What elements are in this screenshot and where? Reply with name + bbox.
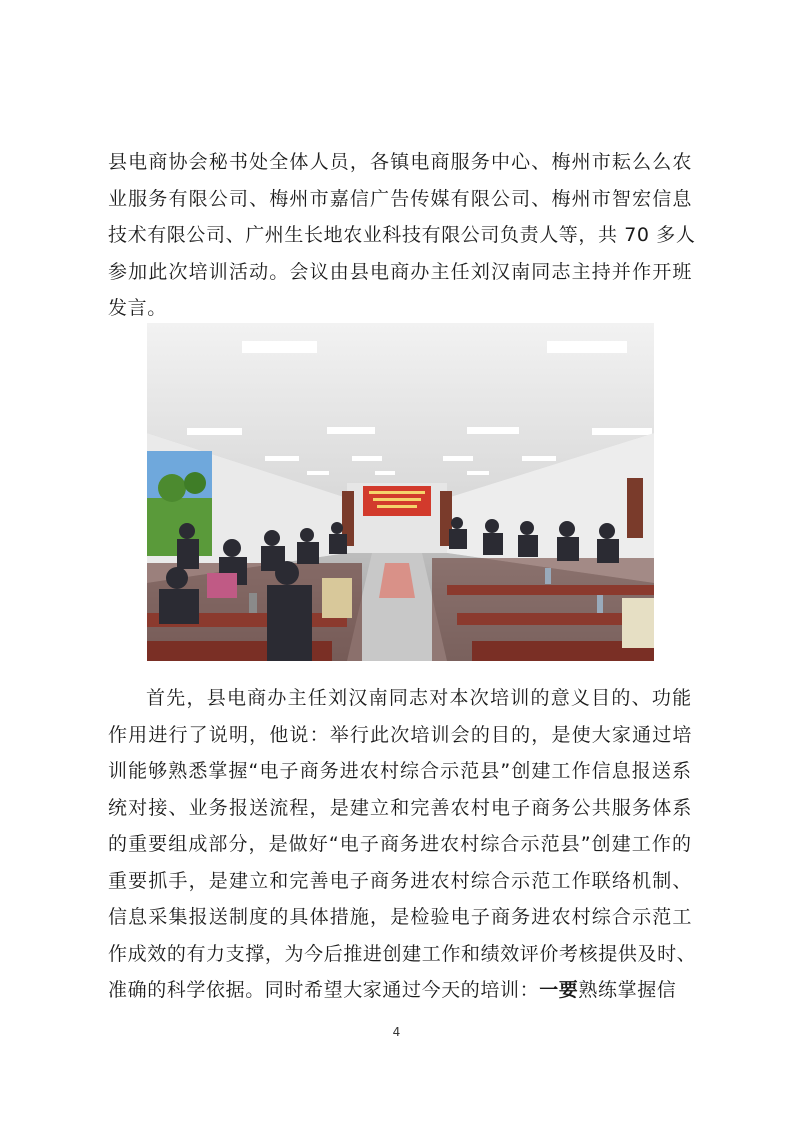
paragraph2-line-3: 训 能 够 熟 悉 掌 握 “ 电 子 商 务 进 农 村 综 合 示 范 县 ” 创 建 工 作 信 息 报 送 系 — [108, 760, 692, 782]
paragraph1-line-4: 参 加 此 次 培 训 活 动 。 会 议 由 县 电 商 办 主 任 刘 汉 南 同 志 主 持 并 作 开 班 — [108, 261, 692, 283]
paragraph2-line-2: 作 用 进 行 了 说 明 ， 他 说 ： 举 行 此 次 培 训 会 的 目 的 ， 是 使 大 家 通 过 培 — [108, 724, 692, 746]
paragraph2-line-9 — [108, 977, 692, 1003]
paragraph1-line-2: 业 服 务 有 限 公 司 、 梅 州 市 嘉 信 广 告 传 媒 有 限 公 司 、 梅 州 市 智 宏 信 息 — [108, 188, 692, 210]
paragraph2-line-8: 作 成 效 的 有 力 支 撑 ， 为 今 后 推 进 创 建 工 作 和 绩 效 评 价 考 核 提 供 及 时 、 — [108, 943, 697, 965]
paragraph2-line-4: 统 对 接 、 业 务 报 送 流 程 ， 是 建 立 和 完 善 农 村 电 子 商 务 公 共 服 务 体 系 — [108, 797, 692, 819]
paragraph2-line-1: 首 先 ， 县 电 商 办 主 任 刘 汉 南 同 志 对 本 次 培 训 的 意 义 目 的 、 功 能 — [146, 687, 692, 709]
paragraph1-line-3: 技术有限公司、广州生长地农业科技有限公司负责人等，共 70 多人 — [108, 224, 696, 246]
page-number: 4 — [392, 1025, 401, 1039]
paragraph2-line-6: 重 要 抓 手 ， 是 建 立 和 完 善 电 子 商 务 进 农 村 综 合 示 范 工 作 联 络 机 制 、 — [108, 870, 692, 892]
paragraph1-line-5: 发言。 — [108, 297, 167, 319]
paragraph2-line-5: 的 重 要 组 成 部 分 ， 是 做 好 “ 电 子 商 务 进 农 村 综 合 示 范 县 ” 创 建 工 作 的 — [108, 833, 692, 855]
emphasis-yiyao: 一要 — [539, 979, 579, 1001]
paragraph2-line-9-post: 熟练掌握信 — [578, 979, 677, 1001]
meeting-room-image — [147, 323, 654, 661]
paragraph2-line-9-pre: 准确的科学依据。同时希望大家通过今天的培训： — [108, 979, 540, 1001]
meeting-photo — [147, 323, 654, 661]
paragraph1-line-1: 县 电 商 协 会 秘 书 处 全 体 人 员 ， 各 镇 电 商 服 务 中 心 、 梅 州 市 耘 么 么 农 — [108, 151, 692, 173]
paragraph2-line-7: 信 息 采 集 报 送 制 度 的 具 体 措 施 ， 是 检 验 电 子 商 务 进 农 村 综 合 示 范 工 — [108, 906, 692, 928]
